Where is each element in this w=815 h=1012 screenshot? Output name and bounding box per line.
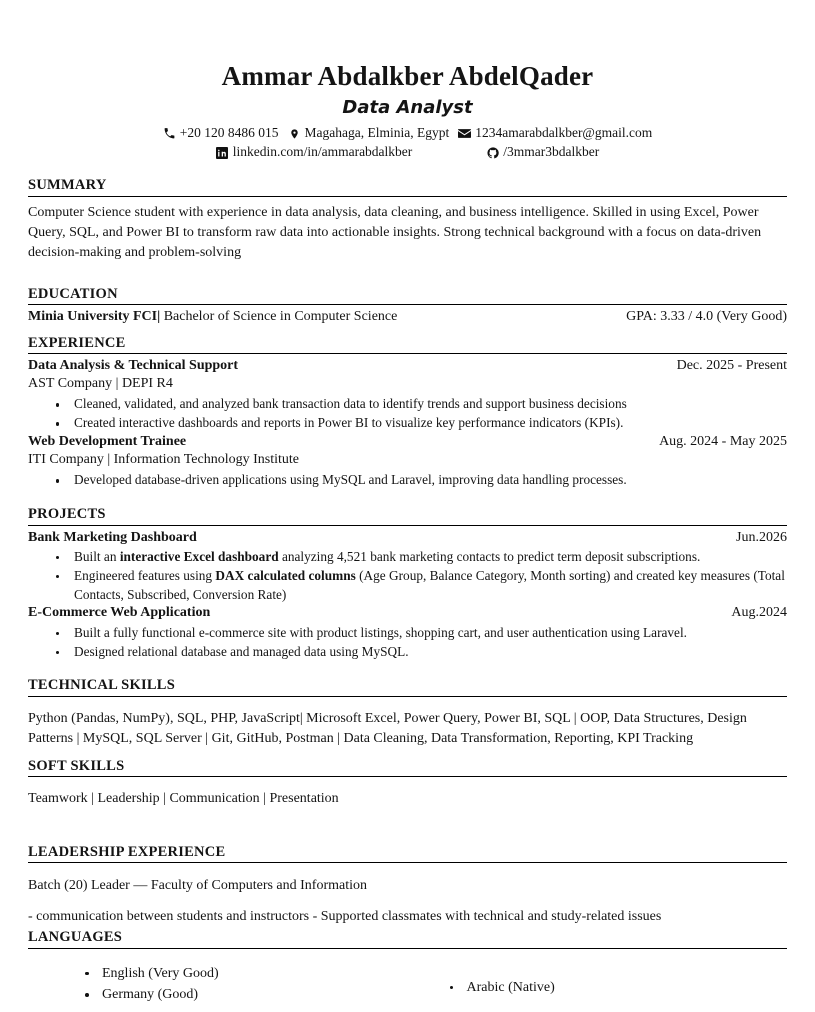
leadership-role-line: Batch (20) Leader — Faculty of Computers and Information xyxy=(28,878,368,894)
section-heading-experience: EXPERIENCE xyxy=(28,334,126,351)
section-technical-skills xyxy=(28,677,787,749)
education-gpa: GPA: 3.33 / 4.0 (Very Good) xyxy=(626,309,787,325)
experience-date: Dec. 2025 - Present xyxy=(676,358,787,374)
experience-role: Web Development Trainee xyxy=(28,434,187,450)
project-name: Bank Marketing Dashboard xyxy=(28,529,197,545)
section-education xyxy=(28,286,787,327)
leadership-detail-line: - communication between students and instructors - Supported classmates with technical and study-related issues xyxy=(28,908,662,924)
education-institution: Minia University FCI xyxy=(28,309,158,325)
list-item: Built a fully functional e-commerce site with product listings, shopping cart, and user authentication using Laravel. xyxy=(74,624,787,643)
experience-bullet-list xyxy=(28,471,787,490)
soft-skills-text: Teamwork | Leadership | Communication | Presentation xyxy=(28,791,339,807)
candidate-job-title: Data Analyst xyxy=(342,96,473,118)
contact-location xyxy=(288,125,450,142)
contact-github[interactable] xyxy=(486,144,599,161)
languages-column-left xyxy=(28,963,379,1006)
section-heading-summary: SUMMARY xyxy=(28,177,107,194)
section-heading-technical-skills: TECHNICAL SKILLS xyxy=(28,677,176,694)
contact-github-text: /3mmar3bdalkber xyxy=(503,144,600,160)
project-bullet-list xyxy=(28,624,787,662)
project-date: Jun.2026 xyxy=(736,529,787,545)
section-rule xyxy=(28,948,787,949)
project-bullet-list xyxy=(28,548,787,605)
bullet-post: (Age Group, Balance Category, Month sorting) and created key measures (Total Contacts, Subscribed, Conversion Rate) xyxy=(74,567,785,602)
experience-organization: AST Company | DEPI R4 xyxy=(28,376,173,392)
language-list xyxy=(28,963,379,1006)
list-item: Developed database-driven applications using MySQL and Laravel, improving data handling processes. xyxy=(74,471,787,490)
experience-date: Aug. 2024 - May 2025 xyxy=(659,434,787,450)
list-item: Arabic (Native) xyxy=(467,977,788,999)
section-heading-soft-skills: SOFT SKILLS xyxy=(28,757,125,774)
experience-entry xyxy=(28,433,787,490)
contact-location-text: Magahaga, Elminia, Egypt xyxy=(304,125,450,141)
github-icon xyxy=(486,146,499,159)
project-entry xyxy=(28,529,787,605)
section-heading-languages: LANGUAGES xyxy=(28,928,123,945)
experience-bullet-list xyxy=(28,395,787,433)
list-item xyxy=(74,567,787,605)
bullet-pre: Engineered features using xyxy=(74,567,216,583)
bullet-pre: Built an xyxy=(74,548,120,564)
list-item: Germany (Good) xyxy=(102,984,379,1006)
contact-phone[interactable] xyxy=(163,125,279,142)
section-heading-projects: PROJECTS xyxy=(28,506,106,522)
education-entry xyxy=(28,308,787,326)
education-degree: Bachelor of Science in Computer Science xyxy=(163,309,398,325)
list-item xyxy=(74,548,787,567)
section-summary xyxy=(28,177,787,264)
contact-row-secondary xyxy=(28,144,787,161)
section-heading-leadership: LEADERSHIP EXPERIENCE xyxy=(28,843,226,860)
summary-text: Computer Science student with experience in data analysis, data cleaning, and business intelligence. Skilled in using Excel, Power Query, SQL, and Power BI to transform raw data into actionable insights. Strong technical background with a focus on data-driven decision-making and problem-solving xyxy=(28,204,762,261)
contact-linkedin[interactable] xyxy=(216,144,413,161)
bullet-emphasis: DAX calculated columns xyxy=(215,567,356,583)
languages-column-right xyxy=(379,963,788,1006)
section-leadership-experience xyxy=(28,844,787,927)
list-item: English (Very Good) xyxy=(102,963,379,985)
language-list xyxy=(437,977,788,999)
languages-columns xyxy=(28,963,787,1006)
resume-header xyxy=(28,0,787,161)
email-icon xyxy=(458,127,471,140)
candidate-name: Ammar Abdalkber AbdelQader xyxy=(221,61,594,91)
section-languages xyxy=(28,929,787,1006)
section-soft-skills xyxy=(28,758,787,810)
contact-linkedin-text: linkedin.com/in/ammarabdalkber xyxy=(232,144,413,160)
list-item: Created interactive dashboards and reports in Power BI to visualize key performance indicators (KPIs). xyxy=(74,414,787,433)
phone-icon xyxy=(163,127,176,140)
list-item: Cleaned, validated, and analyzed bank transaction data to identify trends and support business decisions xyxy=(74,395,787,414)
location-pin-icon xyxy=(288,127,301,140)
contact-phone-text: +20 120 8486 015 xyxy=(179,125,279,141)
experience-organization: ITI Company | Information Technology Institute xyxy=(28,452,300,468)
experience-entry xyxy=(28,357,787,433)
education-separator: | xyxy=(157,309,161,325)
section-heading-education: EDUCATION xyxy=(28,285,118,302)
list-item: Designed relational database and managed data using MySQL. xyxy=(74,643,787,662)
project-name: E-Commerce Web Application xyxy=(28,605,211,621)
experience-role: Data Analysis & Technical Support xyxy=(28,358,239,374)
project-date: Aug.2024 xyxy=(731,605,787,621)
bullet-emphasis: interactive Excel dashboard xyxy=(119,548,279,564)
contact-row-primary xyxy=(28,125,787,142)
section-experience xyxy=(28,335,787,490)
contact-email-text: 1234amarabdalkber@gmail.com xyxy=(475,125,653,141)
bullet-post: analyzing 4,521 bank marketing contacts to predict term deposit subscriptions. xyxy=(278,548,701,564)
linkedin-icon xyxy=(216,146,229,159)
technical-skills-text: Python (Pandas, NumPy), SQL, PHP, JavaScript| Microsoft Excel, Power Query, Power BI, SQL | OOP, Data Structures, Design Patterns | MySQL, SQL Server | Git, GitHub, Postman | Data Cleaning, Data Transformation, Reporting, KPI Tracking xyxy=(28,711,747,747)
section-projects xyxy=(28,506,787,661)
contact-email[interactable] xyxy=(458,125,652,142)
project-entry xyxy=(28,604,787,661)
